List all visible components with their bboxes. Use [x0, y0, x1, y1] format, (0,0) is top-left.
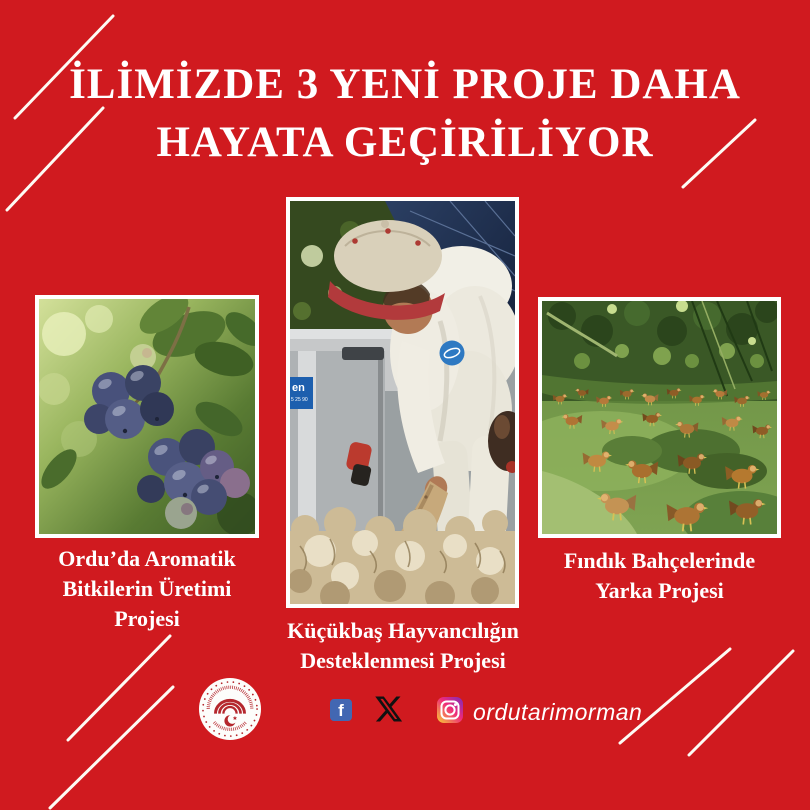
caption-line: Yarka Projesi	[595, 578, 724, 603]
caption-yarka-projesi	[528, 546, 791, 606]
tarim-orman-bakanligi-emblem	[197, 676, 263, 742]
caption-line: Fındık Bahçelerinde	[563, 548, 756, 573]
x-twitter-icon	[374, 694, 404, 724]
equipment-label-fragment: en	[292, 382, 305, 394]
title-line-2: HAYATA GEÇİRİLİYOR	[156, 119, 654, 166]
facebook-icon	[330, 699, 352, 721]
ministry-logo	[197, 676, 263, 742]
caption-line: Ordu’da Aromatik	[58, 546, 236, 571]
caption-aromatik-bitkiler	[15, 544, 279, 634]
blueberries-photo	[35, 295, 259, 538]
title-line-1: İLİMİZDE 3 YENİ PROJE DAHA	[69, 61, 741, 108]
caption-line: Küçükbaş Hayvancılığın	[287, 618, 519, 643]
blueberries-art	[39, 299, 255, 534]
caption-line: Projesi	[114, 606, 180, 631]
chickens-photo	[538, 297, 781, 538]
instagram-icon	[437, 697, 463, 723]
chickens-art	[542, 301, 777, 534]
caption-line: Bitkilerin Üretimi	[62, 576, 232, 601]
caption-kucukbas-hayvancilik	[270, 616, 536, 676]
sheep-shearing-photo	[286, 197, 519, 608]
equipment-label-numbers: 5 25 90	[291, 397, 308, 403]
social-handle: ordutarimorman	[473, 699, 643, 725]
facebook-glyph: f	[338, 701, 344, 720]
sheep-shearing-art	[290, 201, 515, 604]
caption-line: Desteklenmesi Projesi	[300, 648, 506, 673]
page-title	[0, 56, 810, 172]
